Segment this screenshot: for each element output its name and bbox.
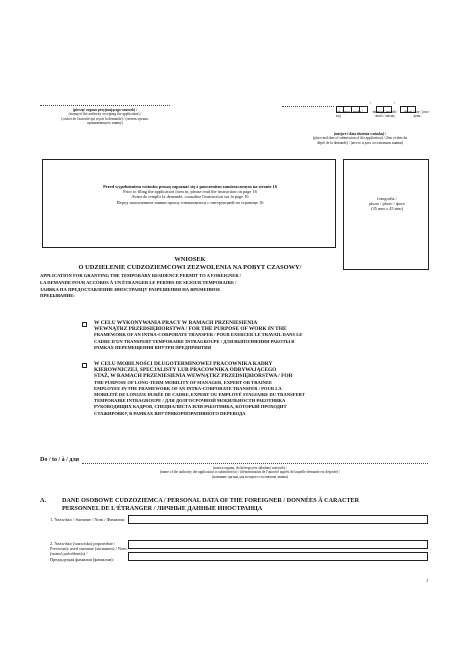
option-1-line1: W CELU WYKONYWANIA PRACY W RAMACH PRZENIESIENIA — [94, 320, 258, 326]
photo-line2: photo / photo / фото — [369, 201, 405, 207]
title-ru: ЗАЯВКА НА ПРЕДОСТАВЛЕНИЕ ИНОСТРАНЦУ РАЗРЕШЕНИЯ НА ВРЕМЕННОЕ — [40, 286, 221, 292]
place-date-caption — [270, 132, 450, 145]
title-fr: LA DEMANDE POUR ACCORDS À UN ÉTRANGER LE PERMIS DE SEJOUR TEMPORAIRE / — [40, 279, 237, 285]
addressee-caption-1: (nazwa organu, do którego jest składany wniosek) / — [213, 466, 287, 470]
date-separator-2: / — [394, 100, 396, 105]
instruction-fr: Avant de remplir la demande, consultez l'instruction sur la page 16 — [131, 194, 249, 200]
addressee-caption-2: (name of the authority the application is submitted to) / (dénomination de l'autorité auprès de laquelle demande est déposée) / — [159, 470, 341, 475]
date-separator-1: / — [370, 100, 372, 105]
photo-line1: fotografia / — [377, 196, 397, 201]
previous-surname-input-2[interactable] — [128, 552, 428, 561]
place-date-title: (miejsce i data złożenia wniosku) / — [333, 132, 387, 136]
month-label: miesiąc / month / mois / месяц — [372, 110, 398, 119]
option-1-line5: РАМКАХ ПЕРЕМЕЩЕНИЯ ВНУТРИ ПРЕДПРИЯТИЯ — [94, 344, 212, 350]
photo-caption — [346, 196, 428, 212]
field-surname-label: 1. Nazwisko / Surname / Nom / Фамилия: — [50, 517, 125, 522]
page-number: 1 — [426, 578, 429, 583]
option-2-line6: MOBILITÉ DE LONGUE DURÉE DE CADRE, EXPERT OU EMPLOYÉ STAGIAIRE DU TRANSFERT — [94, 392, 305, 398]
stamp-title: (pieczęć organu przyjmującego wniosek) / — [72, 108, 138, 112]
stamp-line2: (stamp of the authority accepting the application) / — [68, 112, 142, 117]
field2-line2: Previously used surname (surnames) / Nom — [50, 546, 127, 552]
addressee-caption — [60, 466, 440, 479]
section-a-title — [62, 497, 442, 512]
title-wniosek: WNIOSEK — [174, 256, 206, 263]
option-2-line1: W CELU MOBILNOŚCI DŁUGOTERMINOWEJ PRACOWNIKA KADRY — [94, 361, 273, 367]
surname-input[interactable] — [128, 515, 428, 524]
addressee-field[interactable] — [82, 463, 428, 464]
instruction-pl: Przed wypełnieniem wniosku proszę zapoznać się z pouczeniem zamieszczonym na stronie 16 — [103, 184, 277, 189]
section-a-letter: A. — [40, 497, 47, 504]
place-date-line2: (place and date of submission of the application) / (lieu et date du — [312, 136, 408, 141]
field2-line4: Предыдущая фамилия (фамилии): — [50, 556, 114, 562]
instruction-box — [42, 159, 336, 248]
place-date-line3: dépôt de la demande) / (место и дата составления заявки) — [317, 140, 403, 145]
form-title — [40, 256, 340, 272]
section-a-title-2: PERSONNEL DE L'ÉTRANGER / ЛИЧНЫЕ ДАННЫЕ ИНОСТРАНЦА — [62, 504, 263, 512]
stamp-line4: принимающего заявку) — [87, 121, 123, 126]
addressee-caption-3: (название органа для которого составлена заявка) — [212, 474, 288, 479]
addressee-label: Do / to / à / для — [40, 457, 79, 463]
instruction-ru: Перед заполнением заявки прошу ознакомиться с инструкцией на странице 16 — [116, 199, 264, 205]
option-2-line5: EMPLOYEE IN THE FRAMEWORK OF AN INTRA-CORPORATE TRANSFER / POUR LA — [94, 385, 282, 391]
title-en: APPLICATION FOR GRANTING THE TEMPORARY RESIDENCE PERMIT TO A FOREIGNER / — [40, 273, 242, 278]
instruction-en: Prior to filing the application form in, please read the instruction on page 16 — [123, 189, 257, 195]
form-title-translations — [40, 273, 340, 300]
option-1-line2: WEWNĄTRZ PRZEDSIĘBIORSTWA / FOR THE PURPOSE OF WORK IN THE — [94, 326, 287, 333]
photo-box[interactable] — [343, 159, 429, 270]
day-label: dzień / day / jour / день — [403, 110, 431, 119]
place-dotted-line — [282, 106, 334, 107]
option-1-line3: FRAMEWORK OF AN INTRA-CORPORATE TRANSFER / POUR EXERCER LE TRAVAIL DANS LE — [94, 332, 303, 338]
previous-surname-input-1[interactable] — [128, 540, 428, 549]
stamp-line — [40, 104, 170, 106]
year-label: rok / year / année / год — [336, 110, 363, 119]
option-2-text — [94, 361, 434, 417]
section-a-title-1: DANE OSOBOWE CUDZOZIEMCA / PERSONAL DATA OF THE FOREIGNER / DONNÉES À CARACTER — [62, 497, 360, 504]
field2-line1: 2. Nazwisko (nazwiska) poprzednie / — [50, 541, 116, 546]
option-1-text — [94, 320, 434, 351]
option-2-line9: СТАЖИРОВКУ, В РАМКАХ ВНУТРИКОРПОРАТИВНОГО ПЕРЕВОДА — [94, 410, 246, 416]
option-2-line8: РУКОВОДЯЩИХ КАДРОВ, СПЕЦИАЛИСТА ИЛИ РАБОТНИКА, КОТОРЫЙ ПРОХОДИТ — [94, 404, 287, 410]
option-2-checkbox[interactable] — [82, 363, 87, 368]
date-cells[interactable] — [282, 100, 440, 109]
title-pl: O UDZIELENIE CUDZOZIEMCOWI ZEZWOLENIA NA POBYT CZASOWY/ — [78, 264, 302, 272]
option-1-line4: CADRE D'UN TRANSFERT TEMPORAIRE INTRAGROUPE / ДЛЯ ВЫПОЛНЕНИЯ РАБОТЫ В — [94, 338, 295, 344]
option-2-line3: STAŻ, W RAMACH PRZENIESIENIA WEWNĄTRZ PRZEDSIĘBIORSTWA / FOR — [94, 373, 293, 380]
option-2-line4: THE PURPOSE OF LONG-TERM MOBILITY OF MANAGER, EXPERT OR TRAINEE — [94, 379, 273, 385]
option-2-line2: KIEROWNICZEJ, SPECJALISTY LUB PRACOWNIKA ODBYWAJĄCEGO — [94, 367, 277, 374]
title-ru-2: ПРЕБЫВАНИЕ: — [40, 293, 75, 299]
stamp-line3: (cachet de l'autorité qui reçoit la demande) / (печать органа, — [61, 116, 149, 121]
instruction-text — [47, 184, 333, 205]
option-2-line7: TEMPORAIRE INTRAGROUPE / ДЛЯ ДОЛГОСРОЧНОЙ МОБИЛЬНОСТИ РАБОТНИКА — [94, 398, 286, 404]
option-1-checkbox[interactable] — [82, 322, 87, 327]
field2-line3: (noms) précédent(s) / — [50, 551, 88, 557]
photo-line3: (35 mm x 45 mm) — [371, 206, 403, 212]
stamp-caption — [30, 108, 180, 126]
